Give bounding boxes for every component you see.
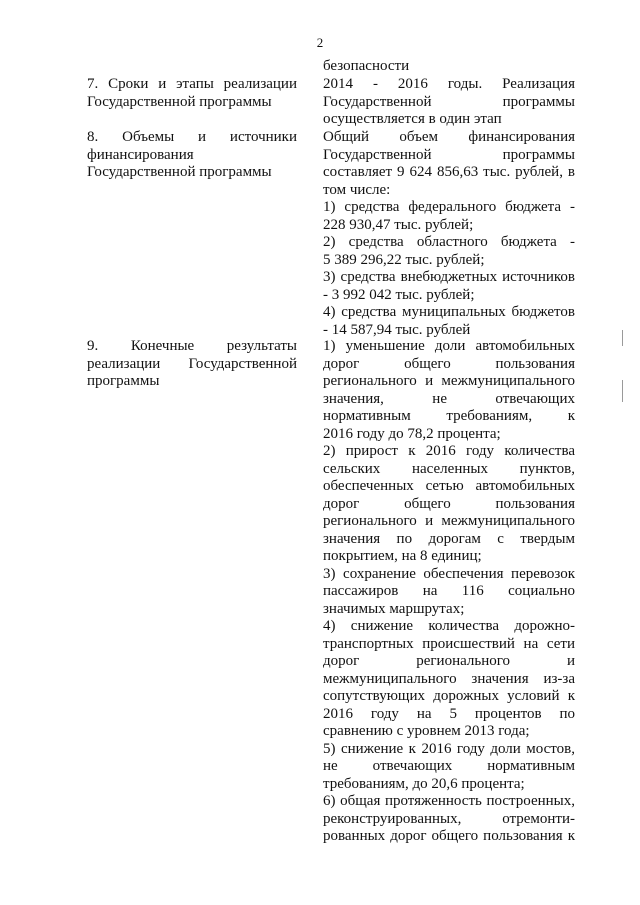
value-line: требованиям, до 20,6 процента; — [323, 775, 525, 792]
value-line: 5) снижение к 2016 году доли мостов, — [323, 740, 575, 757]
label-line: 7. Сроки и этапы реализации — [87, 76, 297, 92]
value-line: 228 930,47 тыс. рублей; — [323, 216, 474, 233]
scan-margin-mark — [622, 330, 623, 346]
row-8-value — [323, 129, 575, 339]
value-line: регионального и межмуниципального — [323, 373, 575, 389]
value-line: сельских населенных пунктов, — [323, 460, 575, 477]
value-line: 1) уменьшение доли автомобильных — [323, 338, 575, 354]
value-line: 5 389 296,22 тыс. рублей; — [323, 251, 485, 268]
value-line: 2016 году до 78,2 процента; — [323, 425, 501, 442]
value-line: 4) снижение количества дорожно- — [323, 618, 575, 634]
value-line: пассажиров на 116 социально — [323, 583, 575, 599]
value-line: 2016 году на 5 процентов по — [323, 705, 575, 722]
label-line: 9. Конечные результаты — [87, 338, 297, 354]
scan-margin-mark — [622, 380, 623, 402]
value-line: не отвечающих нормативным — [323, 758, 575, 774]
row-8-label — [87, 129, 297, 182]
row-7-label — [87, 76, 297, 111]
value-line: сопутствующих дорожных условий к — [323, 688, 575, 704]
value-line: нормативным требованиям, к — [323, 408, 575, 424]
value-line: реконструированных, отремонти- — [323, 810, 575, 827]
value-line: - 14 587,94 тыс. рублей — [323, 321, 471, 338]
value-line: 2) прирост к 2016 году количества — [323, 443, 575, 459]
page-number: 2 — [316, 35, 324, 50]
value-line: значимых маршрутах; — [323, 600, 465, 617]
label-line: Государственной программы — [87, 93, 272, 110]
label-line: 8. Объемы и источники — [87, 129, 297, 145]
value-line: Государственной программы — [323, 93, 575, 110]
value-line: 4) средства муниципальных бюджетов — [323, 304, 575, 320]
value-line: 3) сохранение обеспечения перевозок — [323, 565, 575, 582]
value-line: том числе: — [323, 181, 391, 198]
value-line: значения по дорогам с твердым — [323, 530, 575, 547]
value-line: дорог общего пользования — [323, 355, 575, 372]
label-line: финансирования — [87, 146, 194, 163]
value-line: значения, не отвечающих — [323, 390, 575, 407]
value-line: обеспеченных сетью автомобильных — [323, 478, 575, 494]
value-line: осуществляется в один этап — [323, 111, 502, 127]
value-line: рованных дорог общего пользования к — [323, 828, 575, 844]
label-line: реализации Государственной — [87, 355, 297, 372]
value-line: дорог регионального и — [323, 653, 575, 669]
value-line: дорог общего пользования — [323, 495, 575, 512]
value-line: составляет 9 624 856,63 тыс. рублей, в — [323, 164, 575, 180]
value-line: сравнению с уровнем 2013 года; — [323, 723, 530, 739]
row-9-label — [87, 338, 297, 391]
value-line: 3) средства внебюджетных источников — [323, 269, 575, 285]
value-line: 1) средства федерального бюджета - — [323, 199, 575, 215]
value-line: Общий объем финансирования — [323, 129, 575, 145]
value-line: покрытием, на 8 единиц; — [323, 548, 482, 564]
row-6-value — [323, 58, 575, 76]
value-line: безопасности — [323, 58, 410, 74]
value-line: регионального и межмуниципального — [323, 513, 575, 529]
value-line: Государственной программы — [323, 146, 575, 163]
row-9-value — [323, 338, 575, 846]
value-line: - 3 992 042 тыс. рублей; — [323, 286, 475, 303]
value-line: межмуниципального значения из-за — [323, 670, 575, 687]
value-line: 6) общая протяженность построенных, — [323, 793, 575, 809]
value-line: транспортных происшествий на сети — [323, 635, 575, 652]
row-7-value — [323, 76, 575, 129]
label-line: Государственной программы — [87, 164, 272, 180]
value-line: 2014 - 2016 годы. Реализация — [323, 76, 575, 92]
label-line: программы — [87, 373, 160, 389]
value-line: 2) средства областного бюджета - — [323, 234, 575, 250]
